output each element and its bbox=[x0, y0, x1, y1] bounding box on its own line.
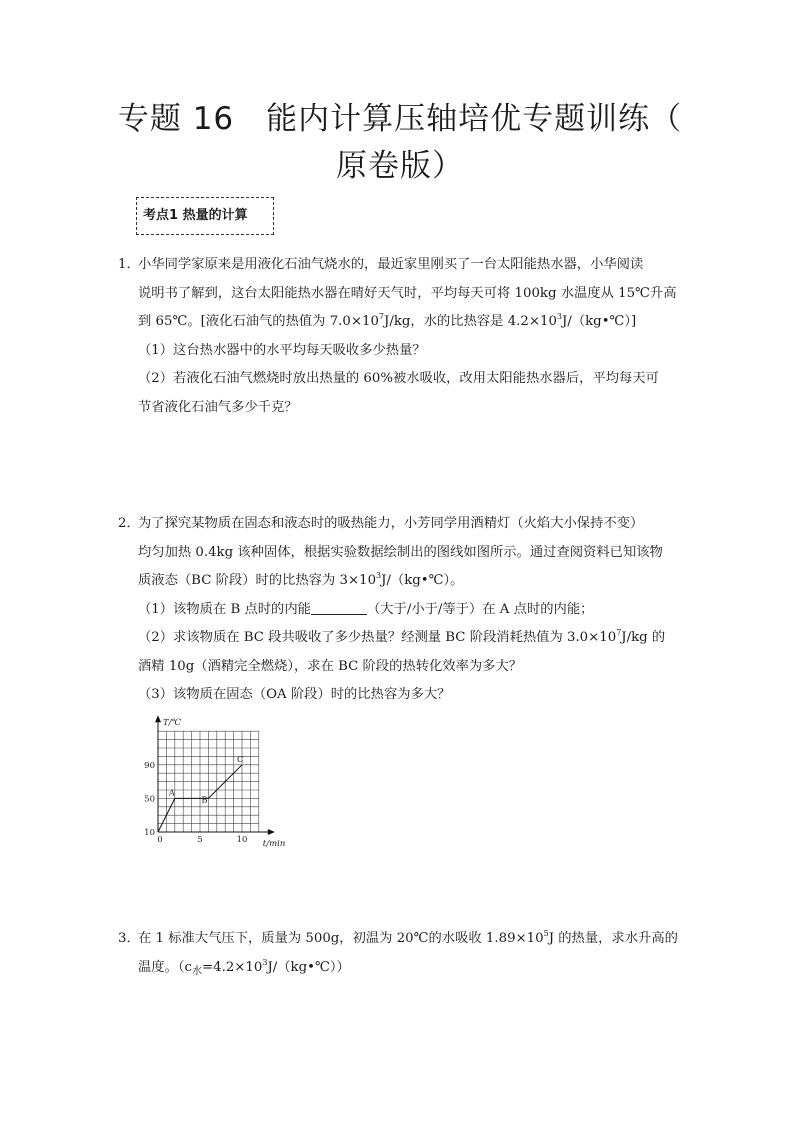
question-text: 为了探究某物质在固态和液态时的吸热能力，小芳同学用酒精灯（火焰大小保持不变） bbox=[138, 516, 644, 531]
question-number: 3． bbox=[118, 931, 140, 946]
graph-marks bbox=[158, 755, 244, 832]
question-1 bbox=[118, 251, 688, 422]
sub-question-3: （3）该物质在固态（OA 阶段）时的比热容为多大？ bbox=[138, 687, 451, 702]
point-label-B: B bbox=[201, 795, 208, 806]
sub-question-1: （1）该物质在 B 点时的内能 （大于/小于/等于）在 A 点时的内能； bbox=[138, 601, 594, 617]
sub-question-2: （2）求该物质在 BC 段共吸收了多少热量？经测量 BC 阶段消耗热值为 $3.0\times 10^7J/kg$ 的 bbox=[138, 628, 666, 645]
answer-blank[interactable] bbox=[311, 600, 367, 615]
sub-question-2-cont: 节省液化石油气多少千克？ bbox=[138, 399, 298, 415]
graph-y-label: T/℃ bbox=[163, 718, 182, 729]
title-line-1: 专题 16 能内计算压轴培优专题训练（ bbox=[117, 101, 683, 137]
question-number: 2． bbox=[118, 516, 140, 531]
question-text: 说明书了解到，这台太阳能热水器在晴好天气时，平均每天可将 100kg 水温度从 15℃升高 bbox=[138, 285, 677, 301]
graph-x-label: t/min bbox=[262, 839, 286, 849]
x-tick-label: 0 bbox=[157, 835, 163, 845]
question-text: 温度。$(c_水=4.2\times 10^3J/(kg•℃))$ bbox=[138, 957, 350, 977]
title-line-2: 原卷版） bbox=[336, 148, 464, 184]
question-text: 在 1 标准大气压下，质量为 500g，初温为 20℃的水吸收 $1.89\times 10^5J$ 的热量，求水升高的 bbox=[138, 929, 678, 946]
x-tick-label: 10 bbox=[236, 835, 248, 845]
question-2 bbox=[118, 510, 688, 710]
question-text: 质液态（BC 阶段）时的比热容为 $3\times 10^3J/(kg•℃)$。 bbox=[138, 571, 464, 588]
section-label: 考点1 热量的计算 bbox=[136, 197, 274, 235]
sub-question-1: （1）这台热水器中的水平均每天吸收多少热量？ bbox=[138, 342, 426, 358]
y-tick-label: 10 bbox=[144, 828, 155, 838]
graph-grid bbox=[158, 731, 259, 832]
y-axis-arrow bbox=[155, 715, 161, 722]
page-title bbox=[100, 96, 700, 190]
sub-question-2-cont: 酒精 10g（酒精完全燃烧），求在 BC 阶段的热转化效率为多大？ bbox=[138, 658, 523, 674]
y-tick-label: 90 bbox=[144, 760, 155, 771]
sub-question-2: （2）若液化石油气燃烧时放出热量的 60%被水吸收，改用太阳能热水器后，平均每天可 bbox=[138, 371, 659, 386]
x-tick-label: 5 bbox=[197, 835, 203, 845]
question-3 bbox=[118, 925, 688, 982]
question-text: 均匀加热 0.4kg 该种固体，根据实验数据绘制出的图线如图所示。通过查阅资料已知该物 bbox=[138, 544, 663, 560]
temperature-time-graph bbox=[138, 706, 328, 856]
point-label-C: C bbox=[237, 754, 244, 765]
y-tick-label: 50 bbox=[144, 794, 155, 805]
x-axis-arrow bbox=[268, 829, 275, 835]
question-number: 1． bbox=[118, 257, 140, 272]
question-text: 到 65℃。[液化石油气的热值为 $7.0\times 10^7J/kg$，水的比热容是 $4.2\times 10^3J/(kg•℃)$] bbox=[138, 312, 637, 329]
graph-axes bbox=[144, 715, 275, 845]
point-label-A: A bbox=[168, 788, 175, 799]
question-text: 小华同学家原来是用液化石油气烧水的，最近家里刚买了一台太阳能热水器，小华阅读 bbox=[138, 257, 644, 272]
